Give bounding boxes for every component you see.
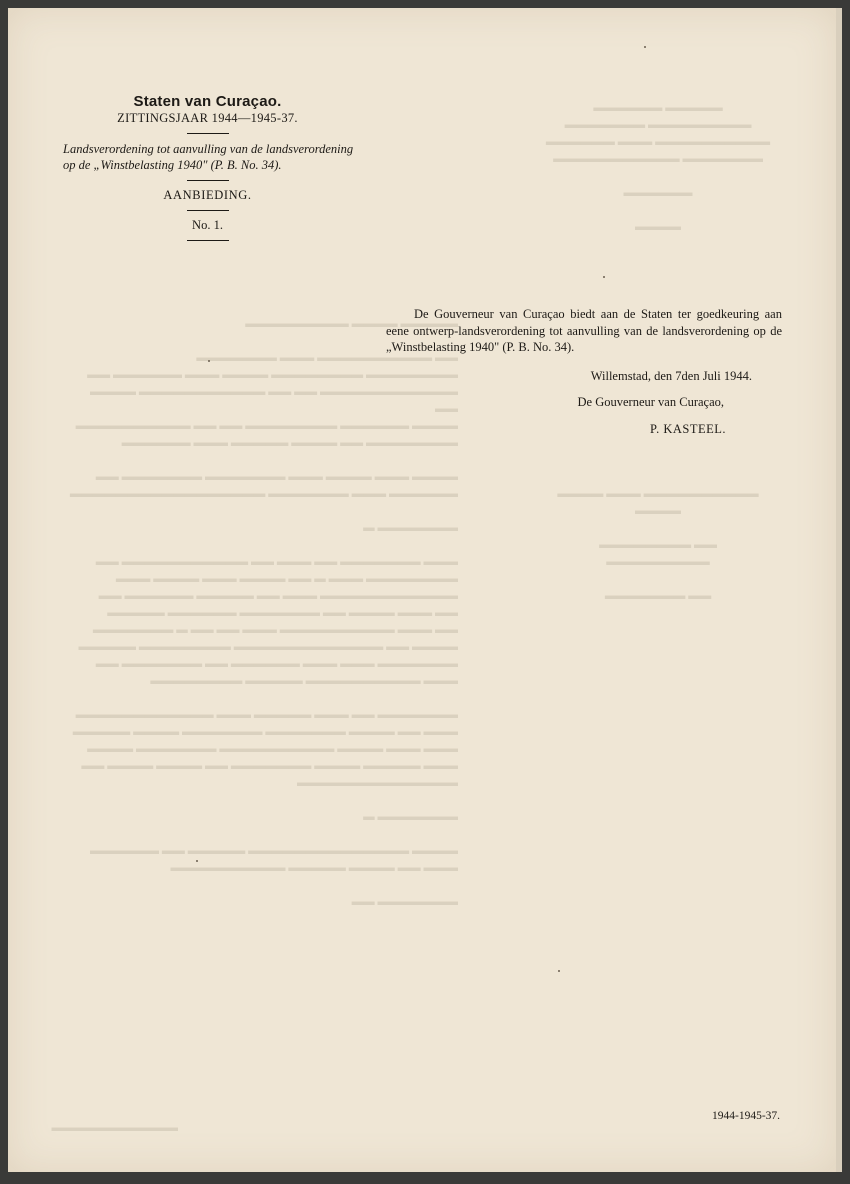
paper-speck bbox=[558, 970, 560, 972]
place-date: Willemstad, den 7den Juli 1944. bbox=[590, 368, 752, 383]
paper-speck bbox=[208, 360, 210, 362]
session-year: ZITTINGSJAAR 1944—1945-37. bbox=[117, 111, 298, 125]
document-type: AANBIEDING. bbox=[163, 188, 252, 202]
body-paragraph: De Gouverneur van Curaçao biedt aan de Staten ter goedkeuring aan eene ontwerp-landsverordening tot aanvulling van de landsverordening op de „Winstbelasting 1940" (P. B. No. 34). bbox=[386, 307, 782, 354]
subject-line: Landsverordening tot aanvulling van de landsverordening op de „Winstbelasting 1940" (P. B. No. 34). bbox=[63, 142, 354, 172]
divider bbox=[187, 210, 229, 211]
bleed-through-signature: ▬▬▬▬▬▬▬▬▬▬ ▬▬▬ ▬▬▬▬ ▬▬▬▬ ▬▬ ▬▬▬▬▬▬▬▬ ▬▬▬▬▬▬▬▬▬ ▬▬ ▬▬▬▬▬▬▬ bbox=[557, 488, 759, 602]
bleed-through-footer: ▬▬▬▬▬▬▬▬▬▬▬ bbox=[51, 1122, 178, 1134]
page-edge bbox=[836, 8, 842, 1172]
document-body bbox=[386, 306, 782, 437]
bleed-through-header: ▬▬▬▬▬ ▬▬▬▬▬▬ ▬▬▬▬▬▬▬▬▬ ▬▬▬▬▬▬▬ ▬▬▬▬▬▬▬▬▬▬ ▬▬▬ ▬▬▬▬▬▬ ▬▬▬▬▬▬▬ ▬▬▬▬▬▬▬▬▬▬▬ ▬▬▬▬▬▬ ▬▬▬▬ bbox=[545, 102, 771, 233]
institution-title: Staten van Curaçao. bbox=[133, 93, 282, 110]
bleed-through-body: ▬▬▬▬▬ ▬▬▬▬ ▬▬▬▬▬▬▬▬▬ ▬▬ ▬▬▬▬▬▬▬▬▬▬ ▬▬▬ ▬▬▬▬▬▬▬ ▬▬▬▬▬▬▬▬ ▬▬▬▬▬▬▬▬ ▬▬▬▬ ▬▬▬ ▬▬▬▬▬▬ ▬▬ ▬▬▬▬▬▬▬▬▬▬▬▬ ▬▬ ▬▬ ▬▬▬▬▬▬▬▬▬▬▬ ▬▬▬▬ ▬▬ ▬▬▬▬ ▬▬▬▬▬▬ ▬▬▬▬▬▬▬▬ ▬▬ ▬▬ ▬▬▬▬▬▬▬▬▬▬ ▬▬▬▬▬▬▬▬ ▬▬ ▬▬▬▬ ▬▬▬▬▬ ▬▬▬ ▬▬▬▬▬▬ ▬▬▬▬ ▬▬▬ ▬▬▬▬ ▬▬▬ ▬▬▬▬▬▬▬ ▬▬▬▬▬▬▬ ▬▬ ▬▬▬▬▬▬ ▬▬▬ ▬▬▬▬▬▬▬ ▬▬▬▬▬▬▬▬▬▬▬▬▬▬▬▬▬ ▬▬▬▬▬▬▬ ▬ ▬▬▬ ▬▬▬▬▬▬▬ ▬▬ ▬▬▬ ▬▬ ▬▬▬▬▬▬▬▬▬▬▬ ▬▬ ▬▬▬▬▬▬▬▬ ▬▬▬ ▬ ▬▬ ▬▬▬▬ ▬▬▬ ▬▬▬▬ ▬▬▬ ▬▬▬▬▬▬▬▬▬▬▬▬ ▬▬▬ ▬▬ ▬▬▬▬▬ ▬▬▬▬▬▬ ▬▬ ▬▬ ▬▬▬ ▬▬▬▬ ▬▬ ▬▬▬▬▬▬▬ ▬▬▬▬▬▬ ▬▬▬▬▬ ▬▬ ▬▬▬ ▬▬▬▬▬▬▬▬▬▬ ▬▬▬ ▬▬ ▬▬ ▬ ▬▬▬▬▬▬▬ ▬▬▬▬ ▬▬ ▬▬▬▬▬▬▬▬▬▬▬▬▬ ▬▬▬▬▬▬▬▬ ▬▬▬▬▬ ▬▬▬▬▬▬▬ ▬▬▬ ▬▬▬ ▬▬▬▬▬▬ ▬▬ ▬▬▬▬▬▬▬ ▬▬ ▬▬▬ ▬▬▬▬▬▬▬▬▬▬ ▬▬▬▬▬ ▬▬▬▬▬▬▬▬ ▬▬▬▬▬▬▬ ▬▬ ▬▬▬ ▬▬▬▬▬ ▬▬▬ ▬▬▬▬▬▬▬▬▬▬▬▬ ▬▬▬ ▬▬ ▬▬▬▬ ▬▬▬▬▬▬▬ ▬▬▬▬▬▬▬ ▬▬▬▬ ▬▬▬▬▬ ▬▬▬ ▬▬▬ ▬▬▬▬ ▬▬▬▬▬▬▬▬▬▬ ▬▬▬▬▬▬▬ ▬▬▬▬ ▬▬▬ ▬▬▬▬▬ ▬▬▬▬ ▬▬▬▬▬▬▬ ▬▬ ▬▬▬▬ ▬▬▬▬ ▬▬ ▬▬▬▬▬▬▬▬▬▬▬▬▬▬ ▬▬▬▬▬▬▬ ▬ ▬▬▬▬ ▬▬▬▬▬▬▬▬▬▬▬▬▬▬ ▬▬▬▬▬ ▬▬ ▬▬▬▬▬▬ ▬▬▬ ▬▬ ▬▬▬▬ ▬▬▬▬▬ ▬▬▬▬▬▬▬▬▬▬ ▬▬▬▬▬▬▬ ▬▬ bbox=[69, 318, 458, 908]
document-number: No. 1. bbox=[192, 218, 223, 232]
paper-speck bbox=[603, 276, 605, 278]
paper-speck bbox=[644, 46, 646, 48]
signatory-title: De Gouverneur van Curaçao, bbox=[577, 395, 724, 409]
document-header bbox=[55, 93, 360, 248]
signatory-name: P. KASTEEL. bbox=[650, 421, 726, 436]
footer-reference: 1944-1945-37. bbox=[712, 1110, 781, 1122]
divider bbox=[187, 240, 229, 241]
paper-speck bbox=[196, 860, 198, 862]
divider bbox=[187, 133, 229, 134]
divider bbox=[187, 180, 229, 181]
